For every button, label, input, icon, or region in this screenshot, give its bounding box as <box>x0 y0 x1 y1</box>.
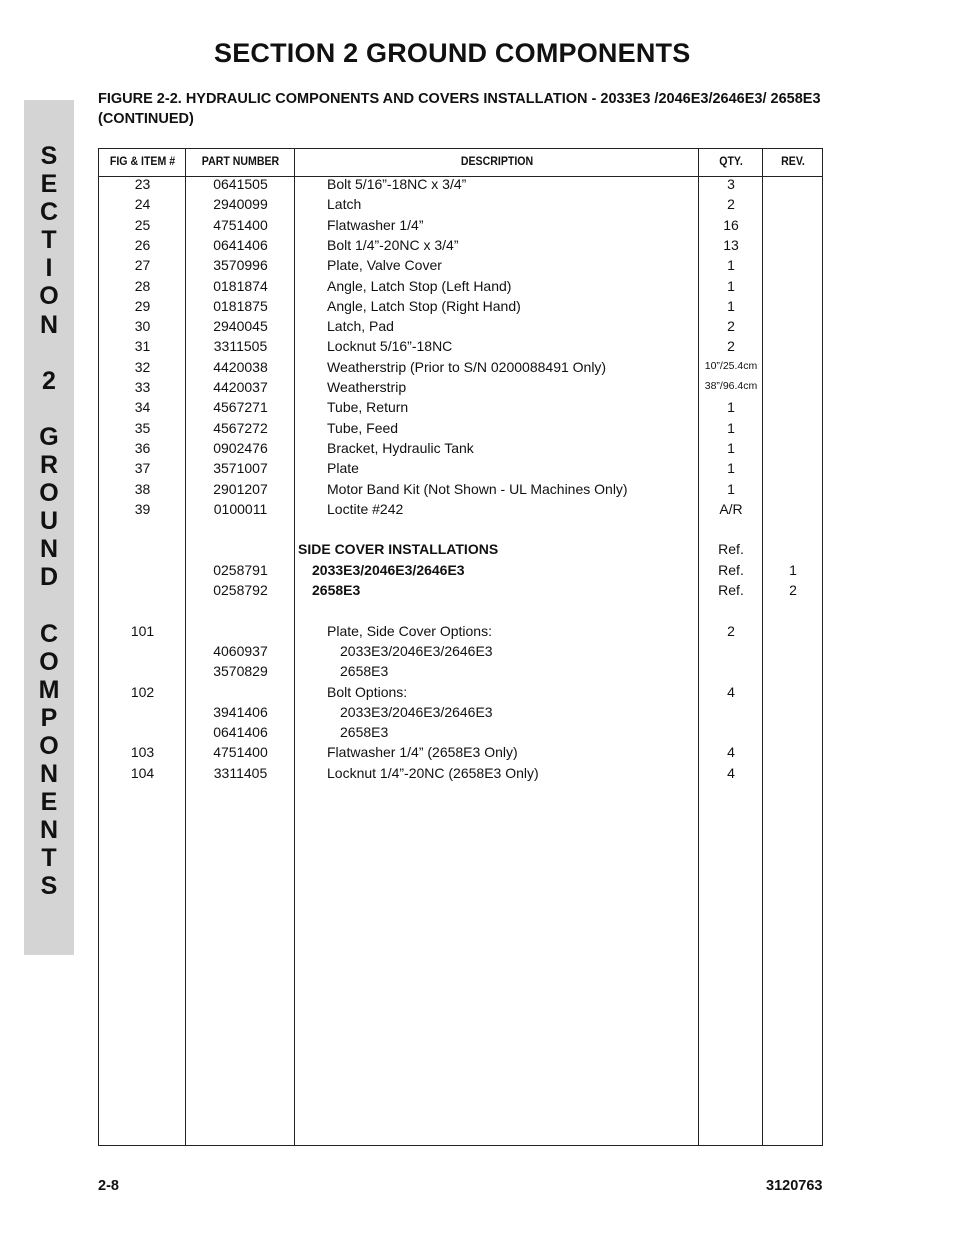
cell-quantity: 1 <box>727 257 735 274</box>
cell-quantity: 3 <box>727 176 735 192</box>
side-tab-letter: O <box>39 731 59 760</box>
cell-item-number: 39 <box>134 500 151 517</box>
table-row <box>99 420 822 440</box>
cell-description: Weatherstrip <box>327 379 407 395</box>
footer-page-number: 2-8 <box>98 1178 119 1194</box>
side-tab-letter: I <box>45 254 53 283</box>
side-tab-letter: S <box>40 872 58 901</box>
cell-quantity: 1 <box>727 399 735 416</box>
cell-part-number: 0100011 <box>213 500 268 517</box>
cell-description: Flatwasher 1/4” <box>327 216 424 233</box>
table-row <box>99 602 822 622</box>
cell-description: Plate, Valve Cover <box>327 257 442 274</box>
side-section-tab <box>24 100 74 955</box>
cell-quantity: Ref. <box>718 582 744 598</box>
table-row <box>99 623 822 643</box>
table-row <box>99 684 822 704</box>
cell-part-number: 4420038 <box>213 358 268 375</box>
cell-description: Latch <box>327 196 362 213</box>
side-tab-letter: D <box>39 563 59 592</box>
side-tab-letter: N <box>39 816 59 845</box>
table-row <box>99 440 822 460</box>
cell-description: 2658E3 <box>340 724 389 741</box>
cell-description: SIDE COVER INSTALLATIONS <box>298 541 499 558</box>
cell-description: 2658E3 <box>340 663 389 680</box>
side-tab-letter: C <box>39 198 59 227</box>
table-row <box>99 217 822 237</box>
cell-description: Motor Band Kit (Not Shown - UL Machines Only) <box>327 480 628 497</box>
table-row <box>99 582 822 602</box>
cell-description: Tube, Return <box>327 399 409 416</box>
side-tab-letter: N <box>39 535 59 564</box>
cell-description: Angle, Latch Stop (Right Hand) <box>327 297 521 314</box>
table-row <box>99 744 822 764</box>
table-row <box>99 257 822 277</box>
cell-description: 2658E3 <box>312 582 361 598</box>
table-row <box>99 663 822 683</box>
cell-description: Locknut 1/4”-20NC (2658E3 Only) <box>327 764 539 781</box>
cell-item-number: 23 <box>134 176 151 192</box>
cell-item-number: 38 <box>134 480 151 497</box>
table-row <box>99 562 822 582</box>
cell-item-number: 33 <box>134 379 151 395</box>
table-row <box>99 318 822 338</box>
cell-description: Loctite #242 <box>327 500 404 517</box>
figure-caption: FIGURE 2-2. HYDRAULIC COMPONENTS AND COVERS INSTALLATION - 2033E3 /2046E3/2646E3/ 2658E3 (CONTINUED) <box>98 91 821 127</box>
cell-quantity: A/R <box>719 500 743 517</box>
header-part-number: PART NUMBER <box>201 156 280 168</box>
side-tab-letter: T <box>41 844 57 873</box>
side-tab-letter: O <box>39 479 59 508</box>
cell-part-number: 4567271 <box>213 399 268 416</box>
cell-quantity: 10”/25.4cm <box>704 359 758 372</box>
cell-item-number: 37 <box>134 460 151 477</box>
cell-quantity: 1 <box>727 419 735 436</box>
cell-part-number: 4751400 <box>213 216 268 233</box>
cell-part-number: 4567272 <box>213 419 268 436</box>
cell-quantity: 16 <box>723 216 739 233</box>
cell-quantity: Ref. <box>718 541 744 558</box>
side-tab-letter: G <box>39 422 59 451</box>
side-tab-letter: P <box>40 703 58 732</box>
cell-part-number: 0902476 <box>213 439 268 456</box>
cell-part-number: 0258792 <box>213 582 268 598</box>
parts-table <box>98 148 823 1146</box>
cell-item-number: 25 <box>134 216 151 233</box>
cell-description: Weatherstrip (Prior to S/N 0200088491 Only) <box>327 358 607 375</box>
cell-description: Plate, Side Cover Options: <box>327 622 492 639</box>
cell-part-number: 4420037 <box>213 379 268 395</box>
header-item: FIG & ITEM # <box>109 156 176 168</box>
table-row <box>99 481 822 501</box>
cell-part-number: 0641505 <box>213 176 268 192</box>
cell-part-number: 0181874 <box>213 277 268 294</box>
cell-quantity: 1 <box>727 297 735 314</box>
table-row <box>99 460 822 480</box>
side-tab-letter <box>24 395 74 423</box>
table-row <box>99 704 822 724</box>
table-row <box>99 724 822 744</box>
cell-part-number: 0641406 <box>213 236 268 253</box>
cell-item-number: 101 <box>130 622 155 639</box>
cell-quantity: 4 <box>727 764 735 781</box>
cell-item-number: 30 <box>134 318 151 335</box>
cell-description: Bolt 5/16”-18NC x 3/4” <box>327 176 467 192</box>
table-row <box>99 399 822 419</box>
cell-item-number: 27 <box>134 257 151 274</box>
table-row <box>99 196 822 216</box>
cell-item-number: 31 <box>134 338 151 355</box>
cell-part-number: 3571007 <box>213 460 268 477</box>
cell-quantity: 2 <box>727 338 735 355</box>
cell-quantity: 2 <box>727 318 735 335</box>
cell-description: Latch, Pad <box>327 318 394 335</box>
side-tab-letter: O <box>39 282 59 311</box>
table-row <box>99 176 822 196</box>
cell-quantity: 4 <box>727 683 735 700</box>
side-tab-letter: T <box>41 226 57 255</box>
side-tab-letter: 2 <box>42 366 56 395</box>
table-row <box>99 278 822 298</box>
header-revision: REV. <box>781 156 805 168</box>
cell-description: Flatwasher 1/4” (2658E3 Only) <box>327 744 518 761</box>
table-row <box>99 237 822 257</box>
side-tab-letter: N <box>39 760 59 789</box>
cell-quantity: 2 <box>727 622 735 639</box>
table-row <box>99 765 822 785</box>
side-tab-letter: O <box>39 647 59 676</box>
cell-description: Locknut 5/16”-18NC <box>327 338 453 355</box>
cell-part-number: 0181875 <box>213 297 268 314</box>
cell-part-number: 3311505 <box>213 338 268 355</box>
side-tab-letter: U <box>39 507 59 536</box>
cell-item-number: 104 <box>130 764 155 781</box>
table-row <box>99 338 822 358</box>
cell-description: 2033E3/2046E3/2646E3 <box>312 561 465 578</box>
table-row <box>99 541 822 561</box>
cell-quantity: 4 <box>727 744 735 761</box>
header-quantity: QTY. <box>719 156 743 168</box>
cell-description: Angle, Latch Stop (Left Hand) <box>327 277 512 294</box>
table-row <box>99 521 822 541</box>
cell-quantity: 2 <box>727 196 735 213</box>
side-tab-letters <box>24 142 74 901</box>
cell-quantity: 1 <box>727 480 735 497</box>
cell-description: Bolt Options: <box>327 683 408 700</box>
table-row <box>99 298 822 318</box>
side-tab-letter: N <box>39 310 59 339</box>
cell-revision: 2 <box>789 582 797 598</box>
cell-quantity: 1 <box>727 439 735 456</box>
footer-doc-number: 3120763 <box>766 1178 823 1194</box>
cell-part-number: 3311405 <box>213 764 268 781</box>
cell-revision: 1 <box>789 561 797 578</box>
cell-description: Bracket, Hydraulic Tank <box>327 439 474 456</box>
cell-description: Bolt 1/4”-20NC x 3/4” <box>327 236 459 253</box>
cell-description: Plate <box>327 460 359 477</box>
side-tab-letter: M <box>38 675 60 704</box>
cell-part-number: 2940099 <box>213 196 268 213</box>
cell-part-number: 0641406 <box>213 724 268 741</box>
cell-description: 2033E3/2046E3/2646E3 <box>340 703 493 720</box>
cell-item-number: 28 <box>134 277 151 294</box>
table-row <box>99 643 822 663</box>
cell-part-number: 2940045 <box>213 318 268 335</box>
cell-quantity: 1 <box>727 277 735 294</box>
cell-quantity: Ref. <box>718 561 744 578</box>
cell-item-number: 36 <box>134 439 151 456</box>
table-row <box>99 379 822 399</box>
side-tab-letter: R <box>39 451 59 480</box>
cell-part-number: 4751400 <box>213 744 268 761</box>
cell-item-number: 35 <box>134 419 151 436</box>
cell-item-number: 32 <box>134 358 151 375</box>
cell-quantity: 38”/96.4cm <box>704 380 758 392</box>
cell-item-number: 102 <box>130 683 155 700</box>
cell-part-number: 0258791 <box>213 561 268 578</box>
cell-quantity: 1 <box>727 460 735 477</box>
cell-item-number: 103 <box>130 744 155 761</box>
cell-quantity: 13 <box>723 236 739 253</box>
cell-item-number: 29 <box>134 297 151 314</box>
cell-description: 2033E3/2046E3/2646E3 <box>340 642 493 659</box>
side-tab-letter: E <box>40 170 58 199</box>
cell-part-number: 2901207 <box>213 480 268 497</box>
cell-part-number: 4060937 <box>213 642 268 659</box>
table-row <box>99 359 822 379</box>
side-tab-letter <box>24 592 74 620</box>
side-tab-letter <box>24 339 74 367</box>
table-row <box>99 501 822 521</box>
cell-part-number: 3941406 <box>213 703 268 720</box>
side-tab-letter: C <box>39 619 59 648</box>
cell-item-number: 26 <box>134 236 151 253</box>
cell-item-number: 24 <box>134 196 151 213</box>
cell-item-number: 34 <box>134 399 151 416</box>
cell-description: Tube, Feed <box>327 419 399 436</box>
header-description: DESCRIPTION <box>460 156 534 168</box>
cell-part-number: 3570829 <box>213 663 268 680</box>
side-tab-letter: E <box>40 788 58 817</box>
page-title: SECTION 2 GROUND COMPONENTS <box>214 38 691 68</box>
cell-part-number: 3570996 <box>213 257 268 274</box>
side-tab-letter: S <box>40 142 58 170</box>
